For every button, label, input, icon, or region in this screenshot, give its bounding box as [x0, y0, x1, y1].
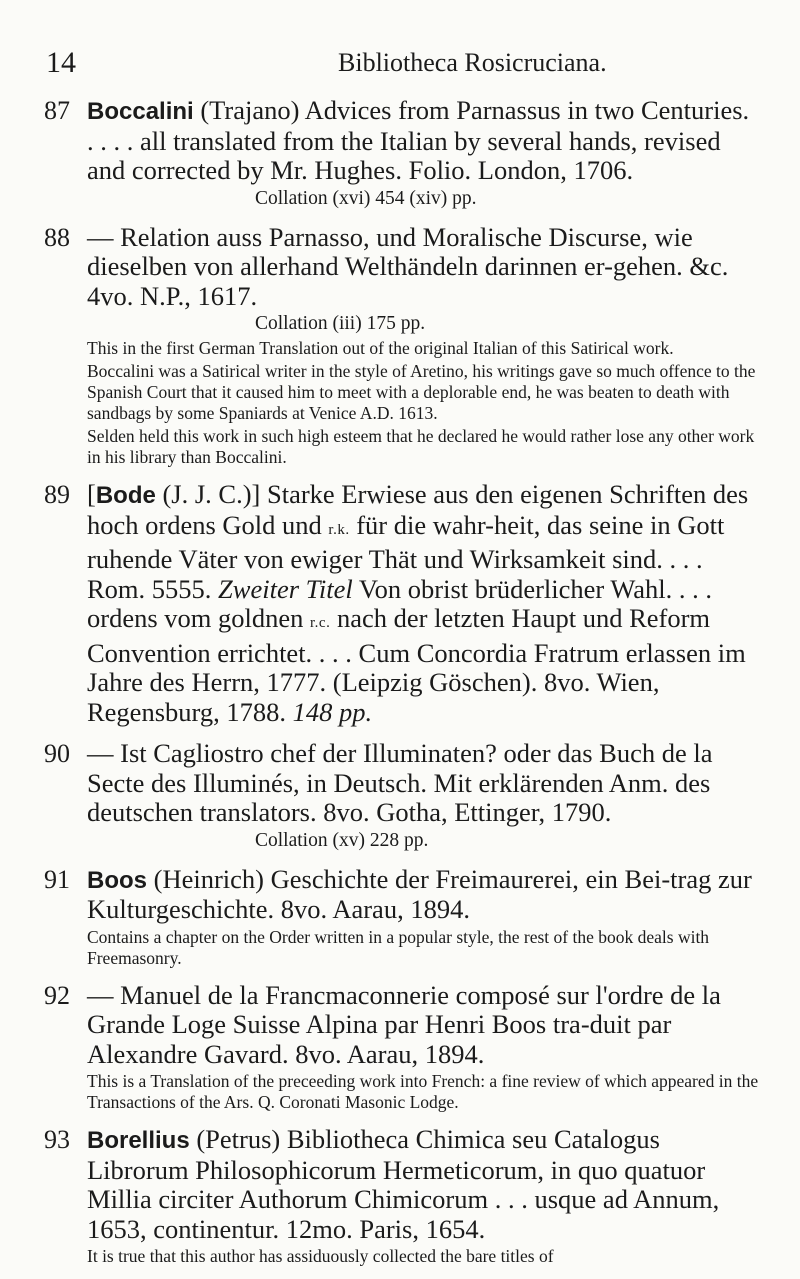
- entry-abbrev: r.c.: [310, 615, 331, 631]
- entry-note: Contains a chapter on the Order written in a popular style, the rest of the book deals with Freemasonry.: [87, 926, 710, 968]
- entry-number: 87: [44, 96, 70, 125]
- entry-italic: Zweiter Titel: [218, 573, 353, 604]
- entry-abbrev: r.k.: [328, 521, 350, 538]
- entry-body: [87, 1125, 762, 1244]
- entry-text: — Relation auss Parnasso, und Moralische Discurse, wie dieselben von allerhand Welthändeln darinnen er-gehen. &c. 4vo. N.P., 1617.: [87, 221, 729, 311]
- catalogue-entry-90: [0, 739, 800, 853]
- entry-text: (Heinrich) Geschichte der Freimaurerei, ein Bei-trag zur Kulturgeschichte. 8vo. Aarau, 1894.: [87, 863, 752, 924]
- entry-note: Boccalini was a Satirical writer in the style of Aretino, his writings gave so much offence to the Spanish Court that it caused him to meet with a deplorable end, he was beaten to death with sandbags by some Spaniards at Venice A.D. 1613.: [87, 361, 756, 423]
- catalogue-entry-92: [0, 981, 800, 1114]
- entry-text: für die wahr-heit, das seine in Gott ruhende Väter von ewiger Thät und Wirksamkeit sind. . . . Rom. 5555.: [87, 509, 725, 604]
- catalogue-entry-88: [0, 223, 800, 469]
- entry-text: Von obrist brüderlicher Wahl. . . . ordens vom goldnen: [87, 573, 713, 633]
- entry-collation: Collation (iii) 175 pp.: [255, 313, 426, 334]
- entry-author: Boccalini: [87, 98, 194, 125]
- entry-note: This is a Translation of the preceeding work into French: a fine review of which appeared in the Transactions of the Ars. Q. Coronati Masonic Lodge.: [87, 1071, 759, 1112]
- catalogue-entry-93: [0, 1125, 800, 1267]
- entry-collation: Collation (xv) 228 pp.: [255, 829, 429, 851]
- entry-author: Bode: [95, 482, 156, 509]
- entry-body: [87, 865, 762, 925]
- entry-body: [87, 981, 762, 1070]
- catalogue-entry-91: [0, 865, 800, 969]
- entry-number: 88: [44, 222, 70, 252]
- entry-number: 90: [44, 739, 70, 768]
- entry-bracket: [: [87, 479, 96, 509]
- entry-number: 89: [44, 480, 70, 509]
- entry-note: It is true that this author has assiduously collected the bare titles of: [87, 1246, 554, 1266]
- catalogue-entries: [0, 96, 800, 1279]
- entry-body: [87, 223, 762, 312]
- page-number: 14: [46, 46, 76, 79]
- entry-text: (J. J. C.)] Starke Erwiese aus den eigenen Schriften des hoch ordens Gold und: [87, 479, 749, 540]
- entry-author: Borellius: [87, 1127, 190, 1154]
- entry-text: (Petrus) Bibliotheca Chimica seu Catalogus Librorum Philosophicorum Hermeticorum, in quo quatuor Millia circiter Authorum Chimicorum . . . usque ad Annum, 1653, continentur. 12mo. Paris, 1654.: [87, 1124, 720, 1244]
- entry-body: [87, 739, 762, 828]
- entry-author: Boos: [87, 866, 147, 894]
- entry-italic: 148 pp.: [292, 696, 373, 727]
- entry-number: 93: [44, 1125, 70, 1154]
- page-header: [0, 46, 800, 86]
- entry-body: [87, 96, 762, 186]
- entry-note: Selden held this work in such high esteem that he declared he would rather lose any other work in his library than Boccalini.: [87, 426, 755, 467]
- entry-body: [87, 480, 762, 727]
- entry-text: — Manuel de la Francmaconnerie composé sur l'ordre de la Grande Loge Suisse Alpina par Henri Boos tra-duit par Alexandre Gavard. 8vo. Aarau, 1894.: [87, 979, 721, 1069]
- entry-text: (Trajano) Advices from Parnassus in two Centuries. . . . . all translated from the Italian by several hands, revised and corrected by Mr. Hughes. Folio. London, 1706.: [87, 95, 750, 185]
- entry-number: 92: [44, 980, 70, 1010]
- entry-number: 91: [44, 864, 70, 894]
- catalogue-entry-87: [0, 96, 800, 211]
- entry-text: — Ist Cagliostro chef der Illuminaten? oder das Buch de la Secte des Illuminés, in Deutsch. Mit erklärenden Anm. des deutschen translators. 8vo. Gotha, Ettinger, 1790.: [87, 738, 713, 827]
- entry-note: This in the first German Translation out of the original Italian of this Satirical work.: [87, 338, 674, 358]
- entry-text: nach der letzten Haupt und Reform Convention errichtet. . . . Cum Concordia Fratrum erlassen im Jahre des Herrn, 1777. (Leipzig Göschen). 8vo. Wien, Regensburg, 1788.: [87, 603, 746, 727]
- running-title: Bibliotheca Rosicruciana.: [338, 48, 607, 77]
- catalogue-entry-89: [0, 480, 800, 727]
- entry-collation: Collation (xvi) 454 (xiv) pp.: [255, 187, 477, 209]
